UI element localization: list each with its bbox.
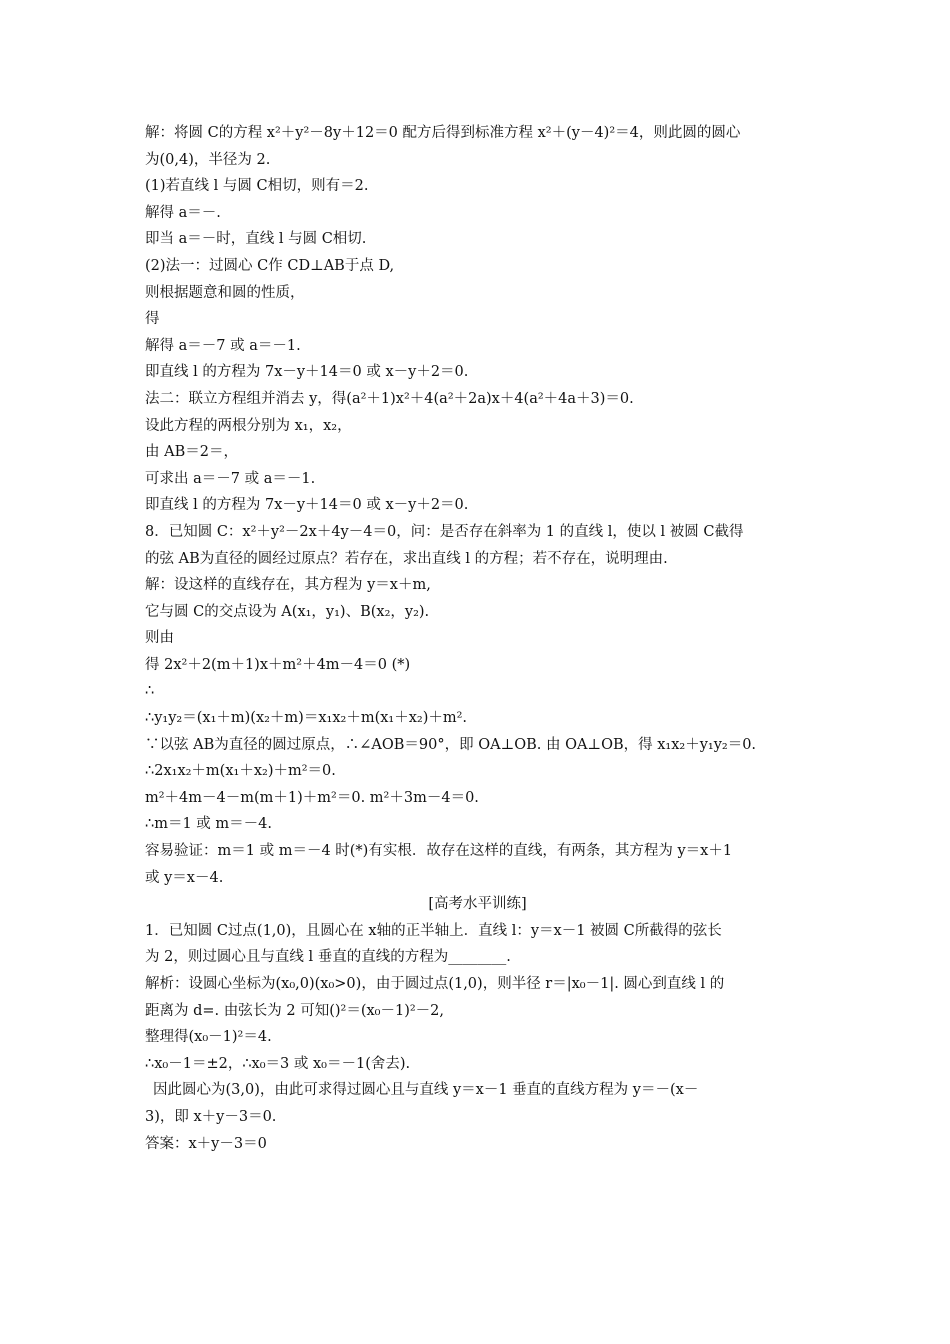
text-line: 可求出 a＝－7 或 a＝－1. (145, 470, 316, 487)
text-line: 3)，即 x＋y－3＝0. (145, 1108, 277, 1125)
text-line: 或 y＝x－4. (145, 869, 224, 886)
answer-line: 答案：x＋y－3＝0 (145, 1135, 267, 1152)
text-line: (2)法一：过圆心 C作 CD⊥AB于点 D, (145, 257, 395, 274)
text-line: 解：设这样的直线存在，其方程为 y＝x＋m, (145, 577, 431, 594)
text-line: 距离为 d=. 由弦长为 2 可知()²＝(x₀－1)²－2, (145, 1002, 445, 1019)
problem-8-statement: 8．已知圆 C：x²＋y²－2x＋4y－4＝0，问：是否存在斜率为 1 的直线 l，使以 l 被圆 C截得 (145, 523, 744, 540)
text-line: 得 2x²＋2(m＋1)x＋m²＋4m－4＝0 (*) (145, 656, 411, 673)
text-line: ∵以弦 AB为直径的圆过原点，∴∠AOB＝90°，即 OA⊥OB. 由 OA⊥OB，得 x₁x₂＋y₁y₂＝0. (145, 736, 757, 753)
text-line: 为(0,4)，半径为 2. (145, 151, 271, 168)
text-line: 解得 a＝－7 或 a＝－1. (145, 337, 301, 354)
text-line: m²＋4m－4－m(m＋1)＋m²＝0. m²＋3m－4＝0. (145, 789, 479, 806)
text-line: 设此方程的两根分别为 x₁，x₂， (145, 417, 352, 434)
text-line: 由 AB＝2＝， (145, 444, 238, 461)
text-line: 得 (145, 311, 160, 328)
text-line: 即直线 l 的方程为 7x－y＋14＝0 或 x－y＋2＝0. (145, 364, 469, 381)
problem-1-statement: 1．已知圆 C过点(1,0)，且圆心在 x轴的正半轴上．直线 l：y＝x－1 被圆 C所截得的弦长 (145, 922, 722, 939)
text-line: 则根据题意和圆的性质， (145, 284, 305, 301)
section-title: [高考水平训练] (428, 896, 527, 913)
text-line: 它与圆 C的交点设为 A(x₁，y₁)、B(x₂，y₂). (145, 603, 430, 620)
text-line: 因此圆心为(3,0)，由此可求得过圆心且与直线 y＝x－1 垂直的直线方程为 y＝－(x－ (153, 1082, 699, 1099)
text-line: 解得 a＝－. (145, 204, 221, 221)
text-line: ∴m＝1 或 m＝－4. (145, 816, 273, 833)
text-line: 解：将圆 C的方程 x²＋y²－8y＋12＝0 配方后得到标准方程 x²＋(y－4)²＝4，则此圆的圆心 (145, 125, 741, 141)
text-line: 则由 (145, 630, 174, 647)
text-line: (1)若直线 l 与圆 C相切，则有＝2. (145, 178, 369, 195)
text-line: 法二：联立方程组并消去 y，得(a²＋1)x²＋4(a²＋2a)x＋4(a²＋4a＋3)＝0. (145, 390, 634, 407)
text-line: 解析：设圆心坐标为(x₀,0)(x₀>0)，由于圆过点(1,0)，则半径 r＝|x₀－1|. 圆心到直线 l 的 (145, 976, 725, 992)
text-line: ∴x₀－1＝±2，∴x₀＝3 或 x₀＝－1(舍去). (145, 1055, 411, 1072)
problem-1-statement: 为 2，则过圆心且与直线 l 垂直的直线的方程为________. (145, 949, 511, 966)
document-body (145, 120, 810, 1157)
text-line: 整理得(x₀－1)²＝4. (145, 1029, 272, 1046)
text-line: ∴2x₁x₂＋m(x₁＋x₂)＋m²＝0. (145, 763, 336, 780)
text-line: ∴ (145, 683, 155, 700)
text-line: 即当 a＝－时，直线 l 与圆 C相切. (145, 231, 367, 248)
text-line: 容易验证：m＝1 或 m＝－4 时(*)有实根．故存在这样的直线，有两条，其方程为 y＝x＋1 (145, 843, 733, 860)
problem-8-statement: 的弦 AB为直径的圆经过原点？若存在，求出直线 l 的方程；若不存在，说明理由. (145, 550, 668, 567)
text-line: ∴y₁y₂＝(x₁＋m)(x₂＋m)＝x₁x₂＋m(x₁＋x₂)＋m². (145, 710, 468, 727)
text-line: 即直线 l 的方程为 7x－y＋14＝0 或 x－y＋2＝0. (145, 497, 469, 514)
